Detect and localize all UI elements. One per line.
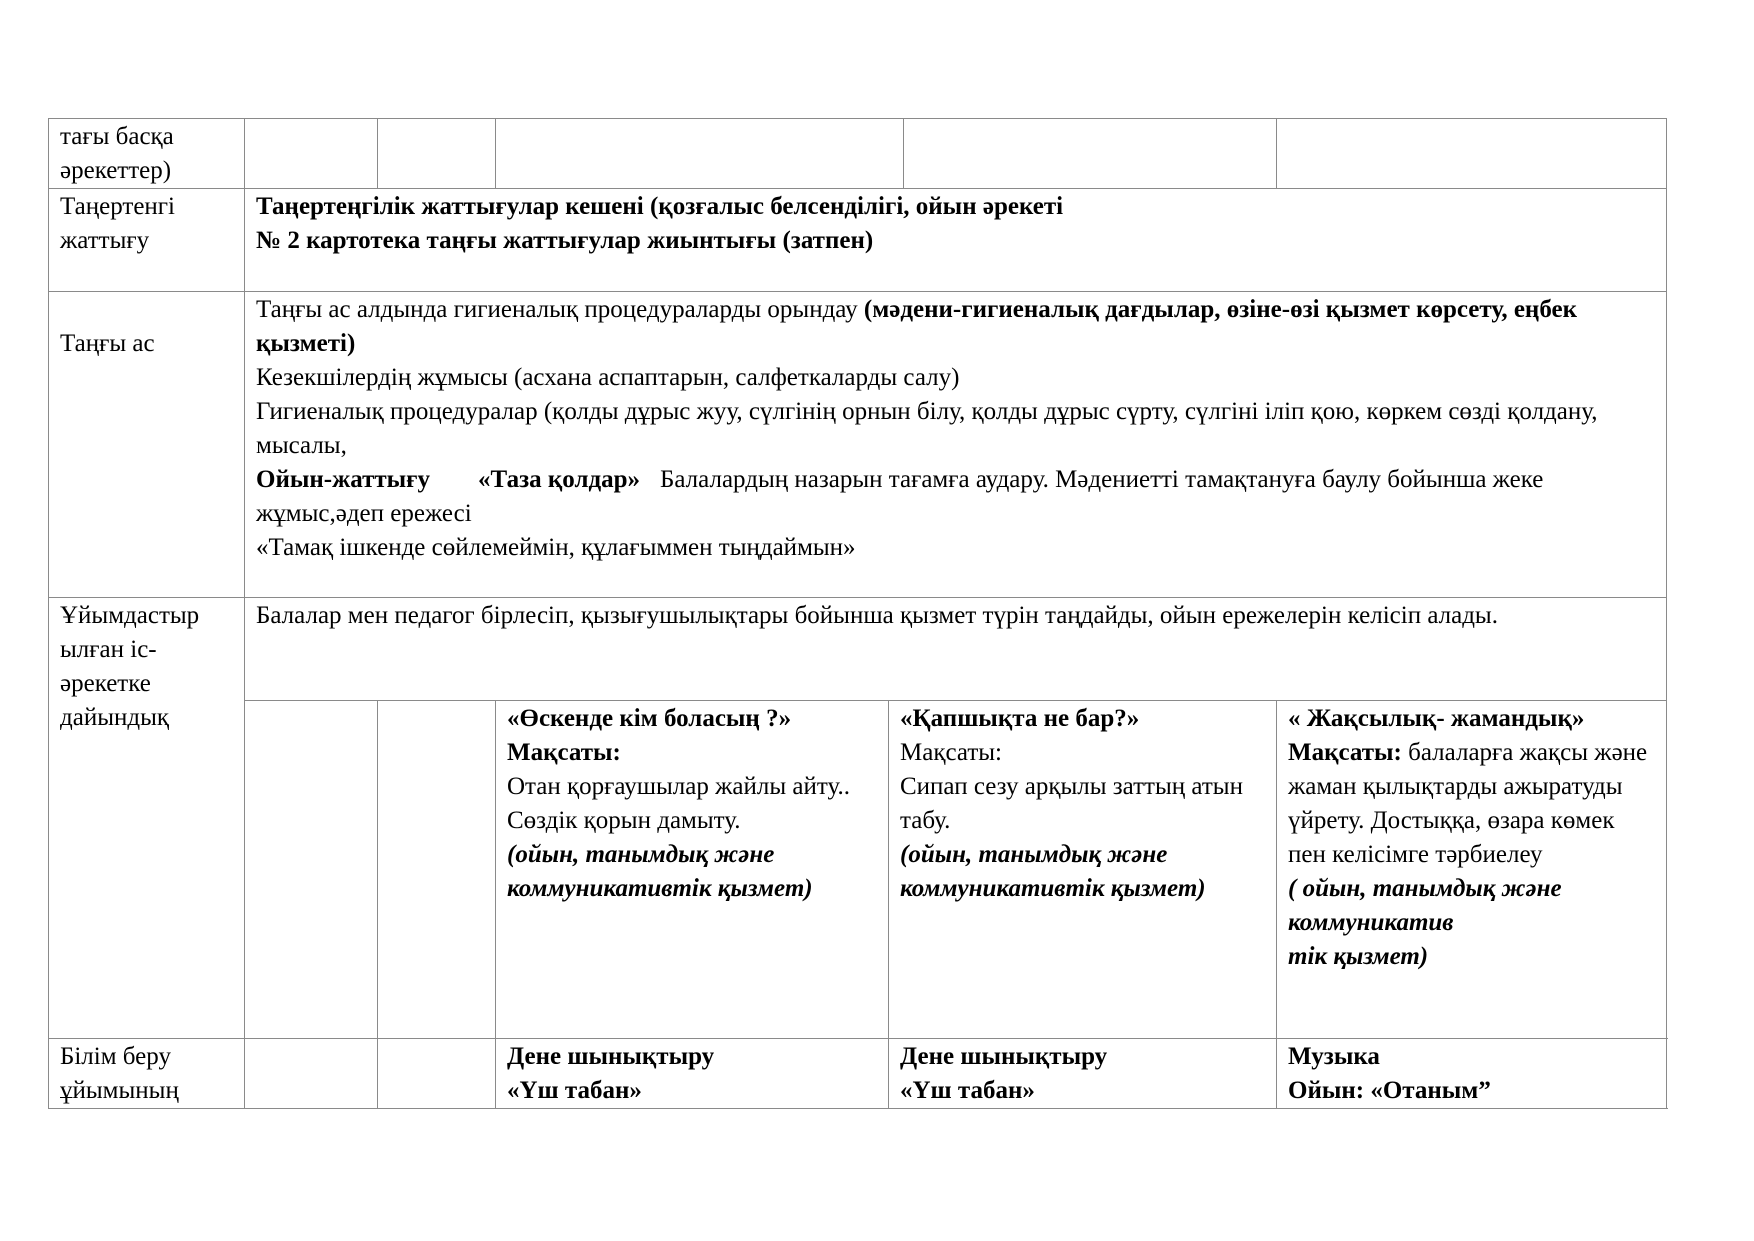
table-row-morning-exercise xyxy=(49,189,1667,292)
empty-cell xyxy=(1277,119,1667,189)
breakfast-paragraph-procedures: Гигиеналық процедуралар (қолды дұрыс жуу, сүлгінің орнын білу, қолды дұрыс сүрту, сүлгіні іліп қою, көркем сөзді қолдану, мысалы, xyxy=(256,398,1598,459)
table-row-breakfast xyxy=(49,292,1667,598)
row-label-breakfast: Таңғы ас xyxy=(49,292,245,598)
empty-cell xyxy=(245,701,378,1039)
morning-exercise-content: Таңертеңгілік жаттығулар кешені (қозғалыс белсенділігі, ойын әрекеті № 2 картотека таңғы жаттығулар жиынтығы (затпен) xyxy=(245,189,1667,292)
game-cell-2: «Қапшықта не бар?» Мақсаты: Сипап сезу арқылы заттың атын табу. (ойын, танымдық және коммуникативтік қызмет) xyxy=(889,701,1277,1039)
row-label-morning-exercise: Таңертенгі жаттығу xyxy=(49,189,245,292)
breakfast-paragraph-game: Ойын-жаттығу «Таза қолдар» Балалардың назарын тағамға аудару. Мәдениетті тамақтануға баулу бойынша жеке жұмыс,әдеп ережесі xyxy=(256,466,1544,527)
table-row-other-activities xyxy=(49,119,1667,189)
game-cell-3: « Жақсылық- жамандық» Мақсаты: балаларға жақсы және жаман қылықтарды ажыратуды үйрету. Достыққа, өзара көмек пен келісімге тәрбиелеу ( ойын, танымдық және коммуникатив тік қызмет) xyxy=(1277,701,1667,1039)
row-label-preparation: Ұйымдастыр ылған іс-әрекетке дайындық xyxy=(49,598,245,1039)
empty-cell xyxy=(378,119,496,189)
empty-cell xyxy=(378,701,496,1039)
breakfast-paragraph-rule: «Тамақ ішкенде сөйлемеймін, құлағыммен тыңдаймын» xyxy=(256,534,856,561)
row-label-education: Білім беру ұйымының xyxy=(49,1039,245,1109)
preparation-intro: Балалар мен педагог бірлесіп, қызығушылықтары бойынша қызмет түрін таңдайды, ойын ережелерін келісіп алады. xyxy=(245,598,1667,701)
breakfast-paragraph-duty: Кезекшілердің жұмысы (асхана аспаптарын, салфеткаларды салу) xyxy=(256,364,960,391)
breakfast-content xyxy=(245,292,1667,598)
schedule-table xyxy=(48,118,1667,1109)
table-row-education xyxy=(49,1039,1667,1109)
game-cell-1: «Өскенде кім боласың ?» Мақсаты: Отан қорғаушылар жайлы айту.. Сөздік қорын дамыту. (ойын, танымдық және коммуникативтік қызмет) xyxy=(496,701,889,1039)
empty-cell xyxy=(904,119,1277,189)
table-row-games xyxy=(49,701,1667,1039)
education-cell-3: Музыка Ойын: «Отаным” xyxy=(1277,1039,1667,1109)
table-row-preparation xyxy=(49,598,1667,701)
education-cell-1: Дене шынықтыру «Үш табан» xyxy=(496,1039,889,1109)
empty-cell xyxy=(245,119,378,189)
education-cell-2: Дене шынықтыру «Үш табан» xyxy=(889,1039,1277,1109)
row-label-other-activities: тағы басқа әрекеттер) xyxy=(49,119,245,189)
breakfast-paragraph-hygiene: Таңғы ас алдында гигиеналық процедураларды орындау (мәдени-гигиеналық дағдылар, өзіне-өзі қызмет көрсету, еңбек қызметі) xyxy=(256,296,1578,357)
empty-cell xyxy=(245,1039,378,1109)
empty-cell xyxy=(378,1039,496,1109)
empty-cell xyxy=(496,119,904,189)
